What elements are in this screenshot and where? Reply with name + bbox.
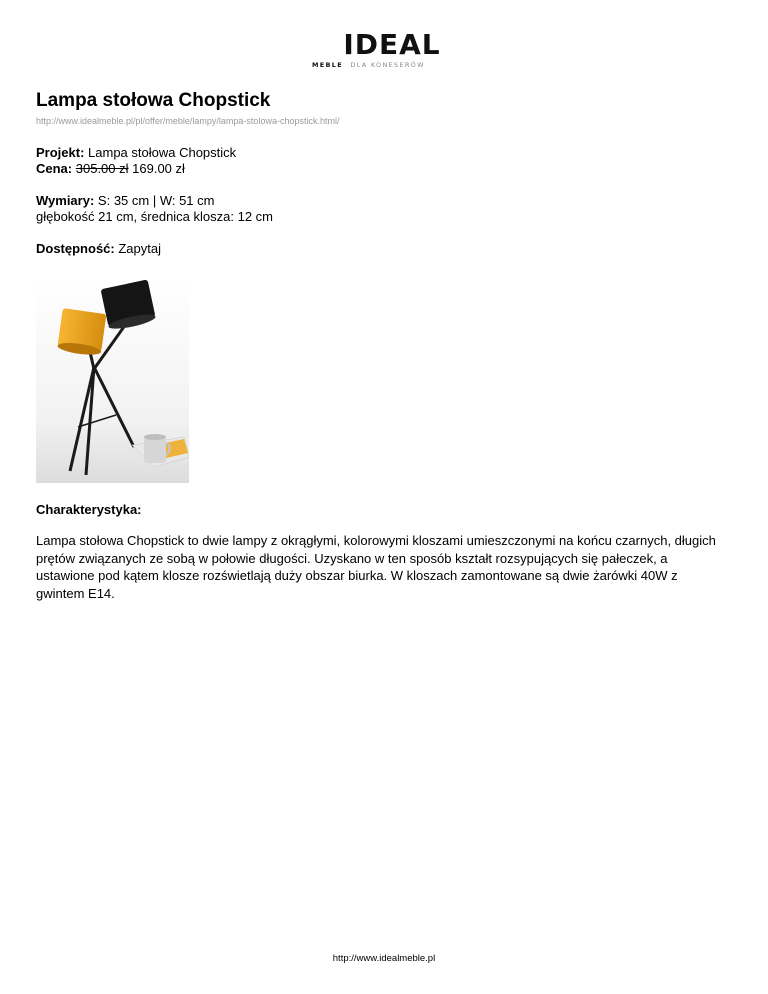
availability-value: Zapytaj [118, 241, 161, 256]
price-label: Cena: [36, 161, 73, 176]
dimensions-extra: głębokość 21 cm, średnica klosza: 12 cm [36, 209, 273, 224]
project-value: Lampa stołowa Chopstick [88, 145, 237, 160]
new-price: 169.00 zł [132, 161, 185, 176]
dimensions-line [36, 193, 214, 209]
project-label: Projekt: [36, 145, 85, 160]
availability-line [36, 241, 161, 257]
dimensions-value: S: 35 cm | W: 51 cm [97, 193, 215, 208]
lamp-photo-icon [36, 277, 189, 483]
logo-graphic [307, 30, 477, 70]
brand-logo [307, 30, 477, 70]
logo-tagline-strong: MEBLE [312, 61, 343, 69]
price-line [36, 161, 185, 177]
characteristics-heading: Charakterystyka: [36, 502, 142, 517]
old-price: 305.00 zł [75, 161, 129, 176]
logo-tagline-light: DLA KONESERÓW [350, 61, 425, 69]
availability-label: Dostępność: [36, 241, 115, 256]
dimensions-label: Wymiary: [36, 193, 95, 208]
footer-url[interactable]: http://www.idealmeble.pl [332, 953, 436, 964]
page-title: Lampa stołowa Chopstick [36, 90, 271, 111]
product-image [36, 277, 189, 483]
project-line [36, 145, 236, 161]
logo-text: IDEAL [343, 30, 441, 61]
product-url: http://www.idealmeble.pl/pl/offer/meble/lampy/lampa-stolowa-chopstick.html/ [36, 116, 340, 126]
characteristics-text: Lampa stołowa Chopstick to dwie lampy z okrągłymi, kolorowymi kloszami umieszczonymi na końcu czarnych, długich prętów związanych ze sobą w połowie długości. Uzyskano w ten sposób kształt rozsypujących się pałeczek, a ustawione pod kątem klosze rozświetlają duży obszar biurka. W kloszach zamontowane są dwie żarówki 40W z gwintem E14. [36, 533, 716, 601]
logo-tagline [312, 60, 425, 69]
